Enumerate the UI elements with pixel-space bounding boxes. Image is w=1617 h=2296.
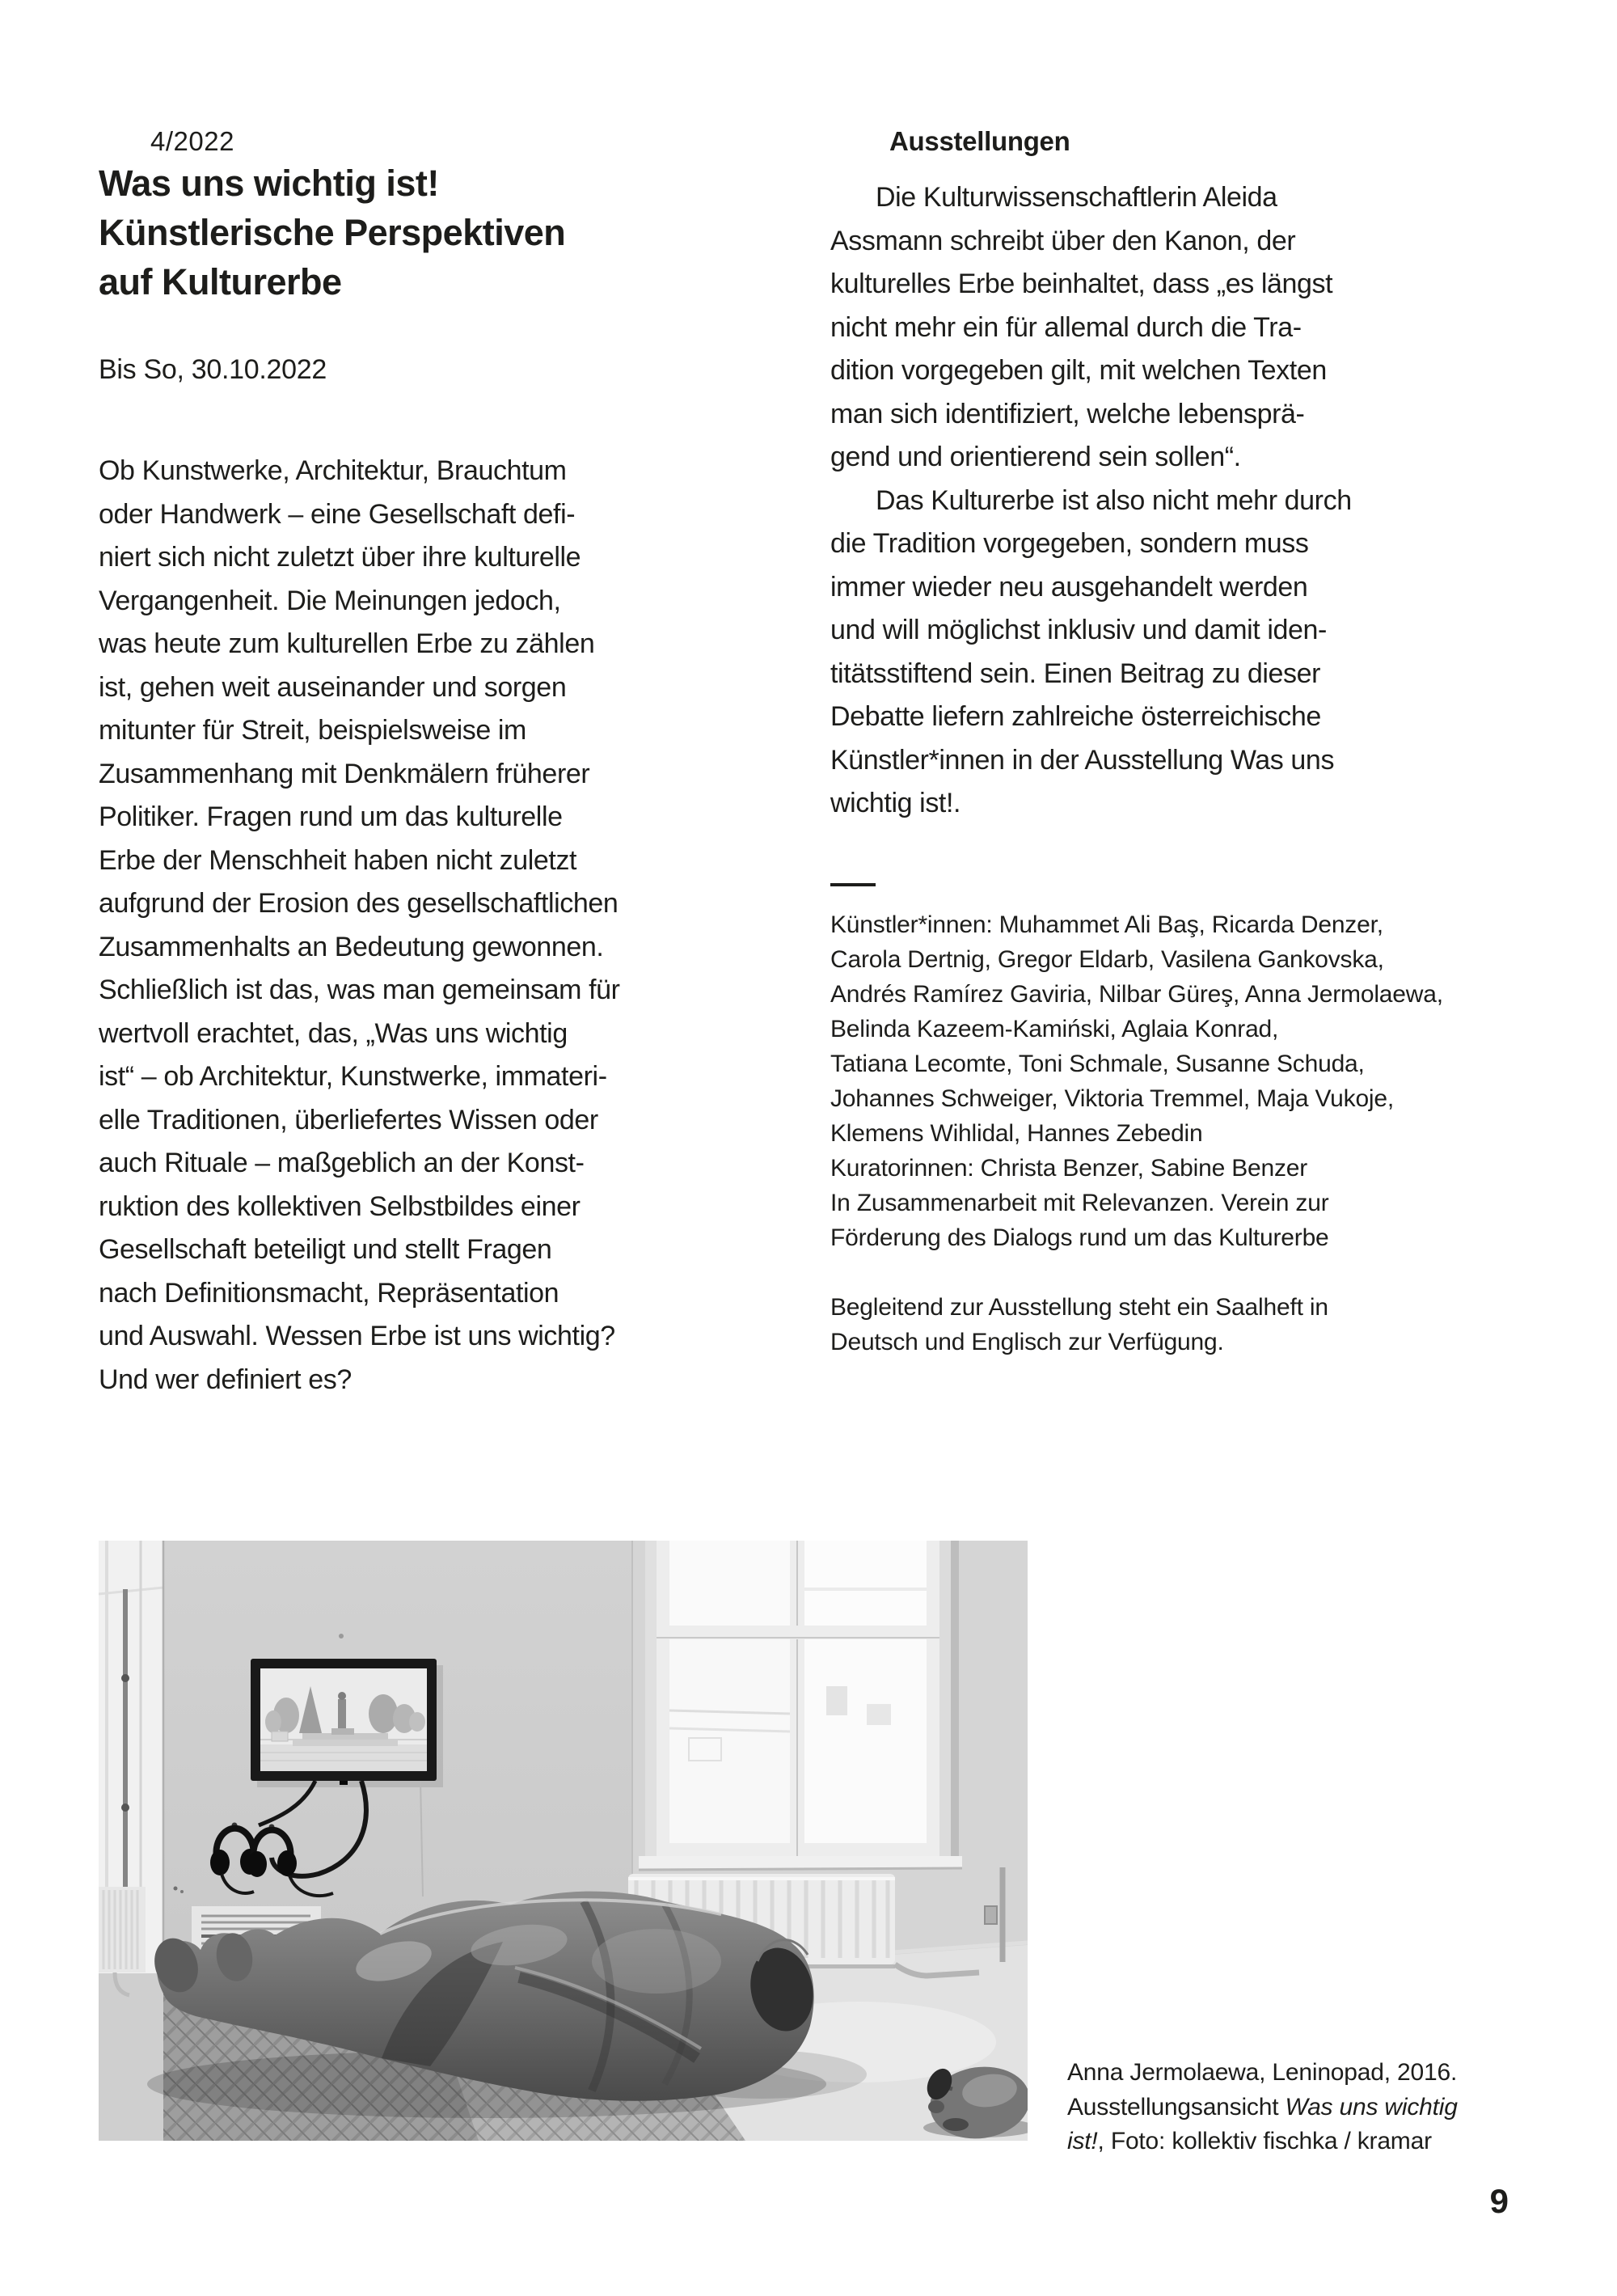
italic-text: Was uns wichtig (1285, 2093, 1458, 2121)
text-line: ist, gehen weit auseinander und sorgen (99, 671, 567, 703)
text-line: Ob Kunstwerke, Architektur, Brauchtum (99, 455, 567, 486)
credits-divider (830, 883, 876, 886)
text: Anna Jermolaewa, Leninopad, 2016. (1067, 2059, 1458, 2086)
text-line: die Tradition vorgegeben, sondern muss (830, 528, 1309, 559)
exhibition-date: Bis So, 30.10.2022 (99, 354, 327, 385)
text-line: Und wer definiert es? (99, 1364, 352, 1395)
text-line: oder Handwerk – eine Gesellschaft defi- (99, 498, 576, 530)
text-line: Gesellschaft beteiligt und stellt Fragen (99, 1234, 552, 1265)
text-line: Politiker. Fragen rund um das kulturelle (99, 801, 563, 832)
text-line: Zusammenhalts an Bedeutung gewonnen. (99, 931, 604, 962)
italic-text: ist! (1067, 2128, 1098, 2154)
text-line: Klemens Wihlidal, Hannes Zebedin (830, 1120, 1203, 1147)
text-line: Belinda Kazeem-Kamiński, Aglaia Konrad, (830, 1016, 1279, 1042)
text-line: Kuratorinnen: Christa Benzer, Sabine Benzer (830, 1155, 1308, 1182)
text-line: Deutsch und Englisch zur Verfügung. (830, 1329, 1224, 1355)
text-line: Tatiana Lecomte, Toni Schmale, Susanne Schuda, (830, 1051, 1365, 1077)
text-line: elle Traditionen, überliefertes Wissen oder (99, 1104, 598, 1135)
paragraph-kulturerbe (830, 480, 1509, 826)
text-line: titätsstiftend sein. Einen Beitrag zu dieser (830, 658, 1321, 689)
text-line: wichtig ist!. (830, 788, 961, 818)
text-line: Assmann schreibt über den Kanon, der (830, 225, 1296, 256)
text-line: Johannes Schweiger, Viktoria Tremmel, Maja Vukoje, (830, 1085, 1395, 1112)
text-line (1067, 2091, 1504, 2125)
issue-label: 4/2022 (150, 126, 234, 156)
body-column (830, 176, 1509, 826)
text-line: Die Kulturwissenschaftlerin Aleida (876, 182, 1277, 213)
text-line: Erbe der Menschheit haben nicht zuletzt (99, 844, 577, 876)
text-line: Was uns wichtig ist! (99, 163, 439, 204)
photo-caption (1067, 2056, 1504, 2159)
photo-tv-screen (251, 1659, 443, 1787)
text-line: Künstler*innen: Muhammet Ali Baş, Ricarda Denzer, (830, 911, 1383, 938)
text-line: Vergangenheit. Die Meinungen jedoch, (99, 585, 561, 616)
text-line: Debatte liefern zahlreiche österreichische (830, 701, 1321, 732)
text-line: Zusammenhang mit Denkmälern früherer (99, 758, 590, 789)
text-line: Künstlerische Perspektiven (99, 212, 566, 253)
text-line: und Auswahl. Wessen Erbe ist uns wichtig? (99, 1321, 615, 1351)
text-line: ruktion des kollektiven Selbstbildes einer (99, 1190, 581, 1222)
text-line: immer wieder neu ausgehandelt werden (830, 571, 1308, 603)
text-line: In Zusammenarbeit mit Relevanzen. Verein zur (830, 1190, 1329, 1216)
article-title (99, 159, 565, 307)
text-line: aufgrund der Erosion des gesellschaftlichen (99, 888, 619, 919)
intro-paragraph (99, 450, 778, 1402)
text-line (1067, 2125, 1504, 2159)
text-line: Carola Dertnig, Gregor Eldarb, Vasilena Gankovska, (830, 946, 1384, 973)
text-line: nicht mehr ein für allemal durch die Tra- (830, 311, 1302, 343)
text-line: Künstler*innen in der Ausstellung Was uns (830, 744, 1335, 776)
text-line: wertvoll erachtet, das, „Was uns wichtig (99, 1017, 568, 1049)
text: Ausstellungsansicht (1067, 2093, 1286, 2121)
exhibition-photo (99, 1541, 1028, 2141)
text-line: gend und orientierend sein sollen“. (830, 442, 1241, 472)
section-label: Ausstellungen (889, 126, 1070, 156)
page-number: 9 (1489, 2182, 1509, 2220)
paragraph-assmann (830, 176, 1509, 480)
credits-block (830, 907, 1509, 1255)
text-line: Andrés Ramírez Gaviria, Nilbar Güreş, Anna Jermolaewa, (830, 981, 1443, 1008)
text-line: mitunter für Streit, beispielsweise im (99, 715, 526, 746)
text-line: dition vorgegeben gilt, mit welchen Texten (830, 355, 1327, 386)
saalheft-note (830, 1290, 1509, 1359)
text-line (1067, 2056, 1504, 2091)
text-line: ist“ – ob Architektur, Kunstwerke, immateri- (99, 1061, 607, 1092)
text-line: Förderung des Dialogs rund um das Kulturerbe (830, 1224, 1329, 1251)
text-line: nach Definitionsmacht, Repräsentation (99, 1277, 559, 1309)
text-line: Begleitend zur Ausstellung steht ein Saalheft in (830, 1294, 1328, 1321)
text-line: auch Rituale – maßgeblich an der Konst- (99, 1148, 585, 1178)
exhibition-photo-art (99, 1541, 1028, 2141)
text-line: auf Kulturerbe (99, 261, 342, 302)
text-line: man sich identifiziert, welche lebensprä- (830, 398, 1305, 429)
text-line: kulturelles Erbe beinhaltet, dass „es längst (830, 269, 1333, 299)
text: , Foto: kollektiv fischka / kramar (1097, 2128, 1432, 2154)
text-line: was heute zum kulturellen Erbe zu zählen (99, 628, 595, 659)
text-line: niert sich nicht zuletzt über ihre kulturelle (99, 542, 581, 573)
photo-window (639, 1541, 962, 1870)
text-line: und will möglichst inklusiv und damit iden- (830, 615, 1327, 645)
text-line: Das Kulturerbe ist also nicht mehr durch (876, 484, 1352, 516)
text-line: Schließlich ist das, was man gemeinsam für (99, 975, 620, 1005)
